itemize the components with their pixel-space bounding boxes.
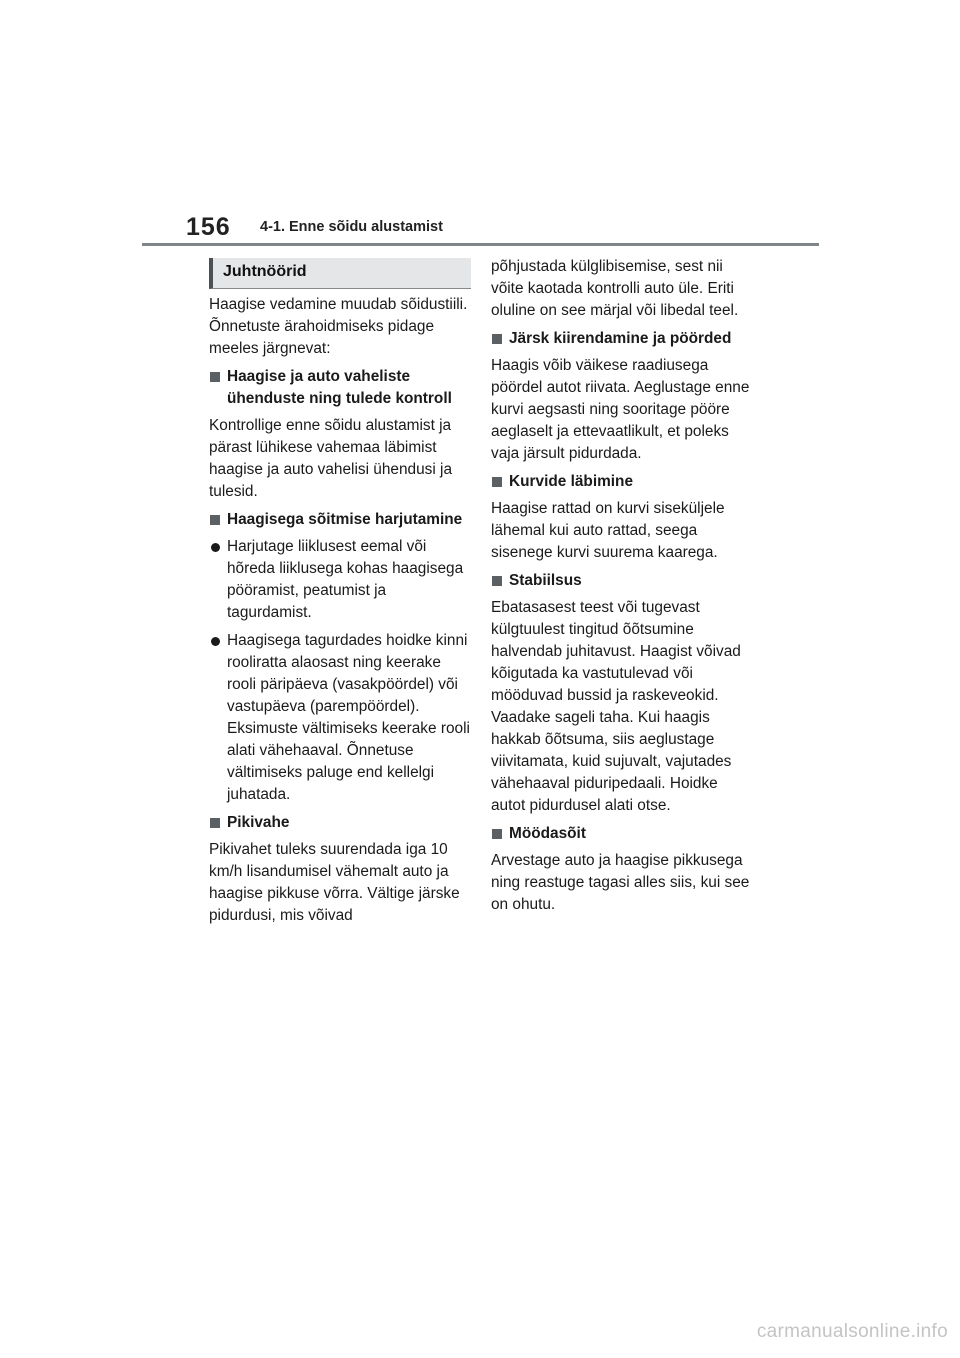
- right-column: [491, 256, 755, 922]
- bullet-text: Haagisega tagurdades hoidke kinni rooliratta alaosast ning keerake rooli päripäeva (vasakpöördel) või vastupäeva (parempöördel). Eksimuste vältimiseks keerake rooli alati vähehaaval. Õnnetuse vältimiseks paluge end kellelgi juhatada.: [227, 632, 470, 803]
- paragraph-distance: Pikivahet tuleks suurendada iga 10 km/h lisandumisel vähemalt auto ja haagise pikkuse võrra. Vältige järske pidurdusi, mis võivad: [209, 841, 460, 924]
- section-title: 4-1. Enne sõidu alustamist: [260, 219, 443, 235]
- round-bullet-icon: [211, 637, 220, 646]
- header-rule: [142, 243, 819, 246]
- subheading-practice: [209, 509, 471, 531]
- subheading-stability: [491, 570, 755, 592]
- watermark: carmanualsonline.info: [756, 1321, 948, 1342]
- square-bullet-icon: [492, 576, 502, 586]
- round-bullet-icon: [211, 543, 220, 552]
- paragraph-curves: Haagise rattad on kurvi siseküljele lähemal kui auto rattad, seega sisenege kurvi suurema kaarega.: [491, 500, 725, 561]
- square-bullet-icon: [210, 515, 220, 525]
- bullet-item: [209, 630, 471, 806]
- square-bullet-icon: [492, 477, 502, 487]
- subheading-distance: [209, 812, 471, 834]
- subheading-acceleration: [491, 328, 755, 350]
- page-number: 156: [186, 213, 231, 241]
- paragraph-acceleration: Haagis võib väikese raadiusega pöördel autot riivata. Aeglustage enne kurvi aegsasti ning sooritage pööre aeglaselt ja ettevaatlikult, et poleks vaja järsult pidurdada.: [491, 357, 750, 462]
- subheading-label: Möödasõit: [509, 825, 586, 842]
- subheading-label: Haagise ja auto vaheliste ühenduste ning tulede kontroll: [227, 368, 452, 407]
- subheading-curves: [491, 471, 755, 493]
- paragraph-stability: Ebatasasest teest või tugevast külgtuulest tingitud õõtsumine halvendab juhitavust. Haagist võivad kõigutada ka vastutulevad või mööduvad bussid ja raskeveokid. Vaadake sageli taha. Kui haagis hakkab õõtsuma, siis aeglustage viivitamata, kuid sujuvalt, vajutades vähehaaval piduripedaali. Hoidke autot pidurdusel alati otse.: [491, 599, 741, 814]
- subheading-label: Stabiilsus: [509, 572, 582, 589]
- subheading-label: Pikivahe: [227, 814, 290, 831]
- subheading-connections: [209, 366, 471, 410]
- bullet-item: [209, 536, 471, 624]
- paragraph-continued: põhjustada külglibisemise, sest nii võite kaotada kontrolli auto üle. Eriti oluline on see märjal või libedal teel.: [491, 258, 739, 319]
- square-bullet-icon: [492, 829, 502, 839]
- subheading-label: Kurvide läbimine: [509, 473, 634, 490]
- paragraph-overtaking: Arvestage auto ja haagise pikkusega ning reastuge tagasi alles siis, kui see on ohutu.: [491, 852, 750, 913]
- square-bullet-icon: [210, 818, 220, 828]
- paragraph-connections: Kontrollige enne sõidu alustamist ja pärast lühikese vahemaa läbimist haagise ja auto vahelisi ühendusi ja tulesid.: [209, 417, 453, 500]
- left-column: [209, 258, 471, 933]
- intro-paragraph: Haagise vedamine muudab sõidustiili. Õnnetuste ärahoidmiseks pidage meeles järgnevat:: [209, 296, 468, 357]
- subheading-overtaking: [491, 823, 755, 845]
- square-bullet-icon: [492, 334, 502, 344]
- subheading-label: Haagisega sõitmise harjutamine: [227, 511, 463, 528]
- box-title: Juhtnöörid: [209, 258, 471, 289]
- subheading-label: Järsk kiirendamine ja pöörded: [509, 330, 732, 347]
- bullet-text: Harjutage liiklusest eemal või hõreda liiklusega kohas haagisega pööramist, peatumist ja tagurdamist.: [227, 538, 464, 621]
- square-bullet-icon: [210, 372, 220, 382]
